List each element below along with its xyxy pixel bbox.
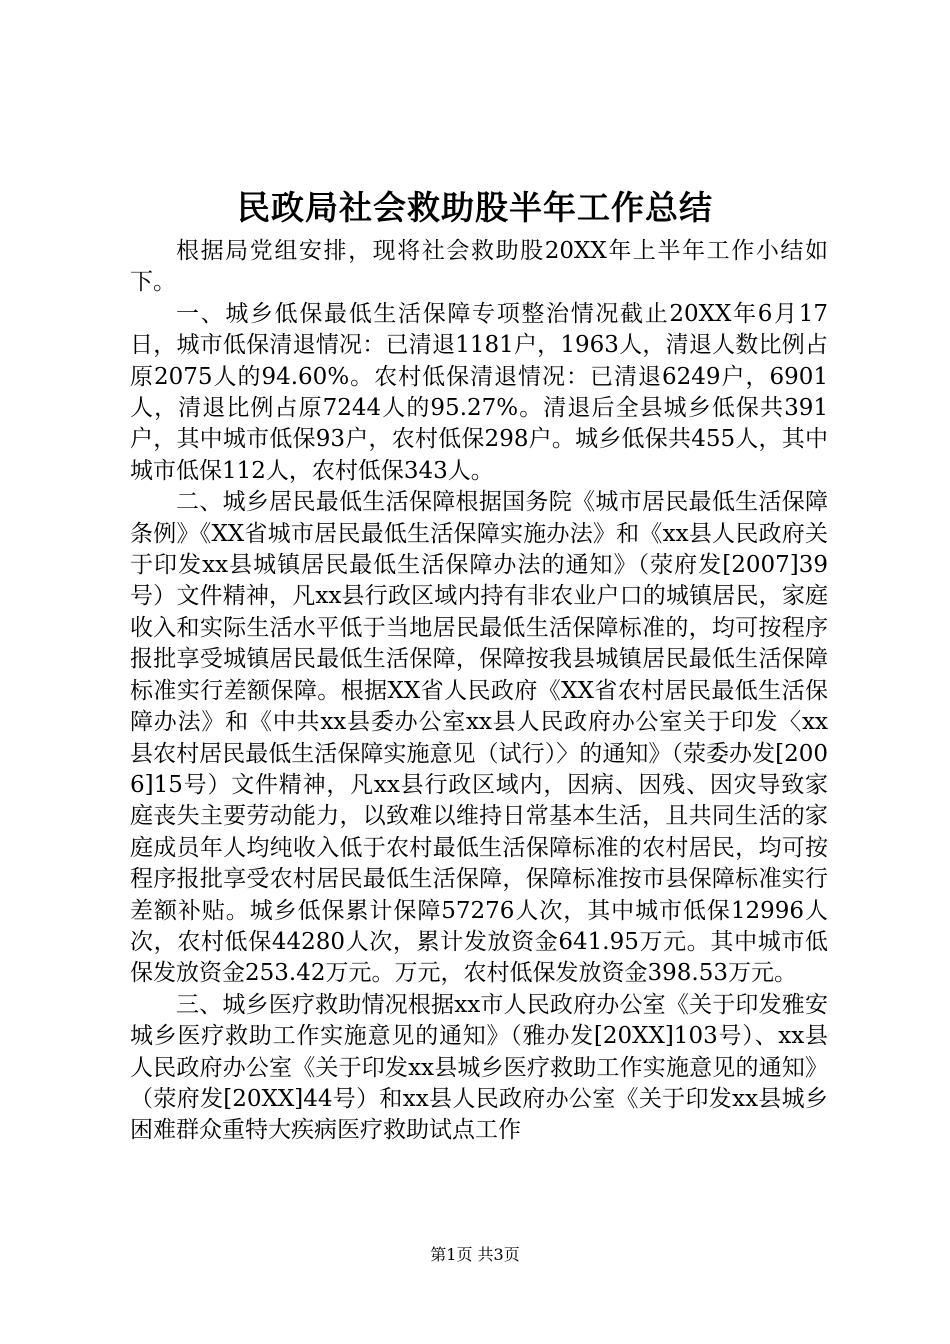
document-body <box>130 236 828 1147</box>
paragraph-section-1: 一、城乡低保最低生活保障专项整治情况截止20XX年6月17日，城市低保清退情况：已清退1181户，1963人，清退人数比例占原2075人的94.60%。农村低保清退情况：已清退6249户，6901人，清退比例占原7244人的95.27%。清退后全县城乡低保共391户，其中城市低保93户，农村低保298户。城乡低保共455人，其中城市低保112人，农村低保343人。 <box>130 300 828 484</box>
paragraph-intro: 根据局党组安排，现将社会救助股20XX年上半年工作小结如下。 <box>130 238 828 296</box>
paragraph-section-3: 三、城乡医疗救助情况根据xx市人民政府办公室《关于印发雅安城乡医疗救助工作实施意见的通知》（雅办发[20XX]103号）、xx县人民政府办公室《关于印发xx县城乡医疗救助工作实施意见的通知》（荥府发[20XX]44号）和xx县人民政府办公室《关于印发xx县城乡困难群众重特大疾病医疗救助试点工作 <box>130 991 828 1144</box>
paragraph-section-2: 二、城乡居民最低生活保障根据国务院《城市居民最低生活保障条例》《XX省城市居民最低生活保障实施办法》和《xx县人民政府关于印发xx县城镇居民最低生活保障办法的通知》（荥府发[2007]39号）文件精神，凡xx县行政区域内持有非农业户口的城镇居民，家庭收入和实际生活水平低于当地居民最低生活保障标准的，均可按程序报批享受城镇居民最低生活保障，保障按我县城镇居民最低生活保障标准实行差额保障。根据XX省人民政府《XX省农村居民最低生活保障办法》和《中共xx县委办公室xx县人民政府办公室关于印发〈xx县农村居民最低生活保障实施意见（试行）〉的通知》（荥委办发[2006]15号）文件精神，凡xx县行政区域内，因病、因残、因灾导致家庭丧失主要劳动能力，以致难以维持日常基本生活，且共同生活的家庭成员年人均纯收入低于农村最低生活保障标准的农村居民，均可按程序报批享受农村居民最低生活保障，保障标准按市县保障标准实行差额补贴。城乡低保累计保障57276人次，其中城市低保12996人次，农村低保44280人次，累计发放资金641.95万元。其中城市低保发放资金253.42万元。万元，农村低保发放资金398.53万元。 <box>130 489 828 987</box>
document-title: 民政局社会救助股半年工作总结 <box>237 188 713 227</box>
page-footer: 第1页 共3页 <box>430 1245 520 1264</box>
